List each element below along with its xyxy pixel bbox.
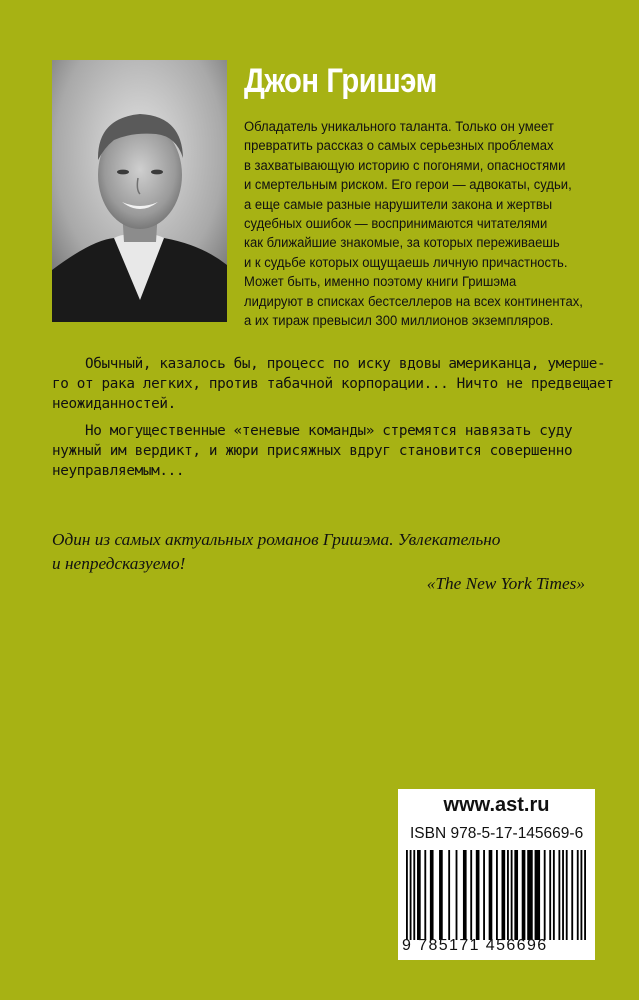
synopsis-line: Обычный, казалось бы, процесс по иску вдовы американца, умерше-: [52, 356, 606, 372]
barcode-bar: [527, 850, 533, 940]
barcode-bar: [511, 850, 513, 940]
bio-line: превратить рассказ о самых серьезных проблемах: [244, 138, 554, 155]
synopsis-paragraph: [52, 354, 614, 414]
isbn-label: ISBN 978-5-17-145669-6: [410, 825, 584, 842]
quote-line: и непредсказуемо!: [52, 554, 186, 573]
barcode-bar: [410, 850, 412, 940]
barcode-bar: [553, 850, 555, 940]
barcode-bar: [571, 850, 573, 940]
synopsis-line: го от рака легких, против табачной корпорации... Ничто не предвещает: [52, 376, 614, 392]
bio-line: Обладатель уникального таланта. Только он умеет: [244, 119, 554, 135]
barcode-bar: [580, 850, 582, 940]
bio-line: в захватывающую историю с погонями, опасностями: [244, 157, 566, 174]
barcode-panel: [398, 789, 595, 960]
barcode-bar: [470, 850, 472, 940]
synopsis-line: неуправляемым...: [52, 463, 185, 479]
barcode-bar: [514, 850, 518, 940]
barcode-bar: [417, 850, 421, 940]
barcode-bar: [463, 850, 467, 940]
bio-line: а их тираж превысил 300 миллионов экземпляров.: [244, 313, 554, 330]
barcode-bar: [439, 850, 443, 940]
barcode-bar: [413, 850, 415, 940]
synopsis-line: нужный им вердикт, и жюри присяжных вдруг становится совершенно: [52, 443, 573, 459]
barcode-bar: [577, 850, 579, 940]
barcode-bar: [496, 850, 498, 940]
barcode-bar: [562, 850, 564, 940]
barcode-bar: [424, 850, 426, 940]
barcode-bar: [502, 850, 506, 940]
bio-line: и смертельным риском. Его герои — адвокаты, судьи,: [244, 177, 572, 194]
barcode-bar: [430, 850, 434, 940]
barcode-bar: [522, 850, 526, 940]
synopsis-line: Но могущественные «теневые команды» стремятся навязать суду: [52, 423, 573, 439]
barcode-bar: [535, 850, 541, 940]
barcode-bar: [558, 850, 560, 940]
quote-source: «The New York Times»: [426, 574, 585, 593]
bio-line: лидируют в списках бестселлеров на всех континентах,: [244, 293, 583, 310]
barcode-bar: [456, 850, 458, 940]
author-bio: [244, 118, 583, 331]
bio-line: как ближайшие знакомые, за которых переживаешь: [244, 235, 560, 252]
publisher-website: www.ast.ru: [443, 794, 550, 816]
barcode-bar: [406, 850, 408, 940]
book-synopsis: [52, 354, 614, 488]
author-name: Джон Гришэм: [244, 62, 437, 100]
barcode-bar: [584, 850, 586, 940]
synopsis-paragraph: [52, 421, 584, 481]
bio-line: а еще самые разные нарушители закона и жертвы: [244, 196, 553, 213]
barcode-bar: [507, 850, 509, 940]
barcode-bar: [544, 850, 546, 940]
review-quote: [52, 528, 592, 576]
quote-line: Один из самых актуальных романов Гришэма. Увлекательно: [52, 530, 501, 549]
author-photo: [52, 60, 227, 322]
bio-line: Может быть, именно поэтому книги Гришэма: [244, 274, 517, 291]
synopsis-line: неожиданностей.: [52, 396, 176, 412]
bio-line: судебных ошибок — воспринимаются читателями: [244, 216, 548, 233]
barcode-bar: [489, 850, 493, 940]
barcode-bar: [448, 850, 450, 940]
barcode-bar: [476, 850, 480, 940]
bio-line: и к судьбе которых ощущаешь личную причастность.: [244, 254, 568, 271]
barcode-bar: [549, 850, 551, 940]
barcode-digits: 9 785171 456696: [402, 937, 548, 954]
barcode-bars: [406, 850, 586, 940]
barcode-bar: [483, 850, 485, 940]
barcode-bar: [566, 850, 568, 940]
